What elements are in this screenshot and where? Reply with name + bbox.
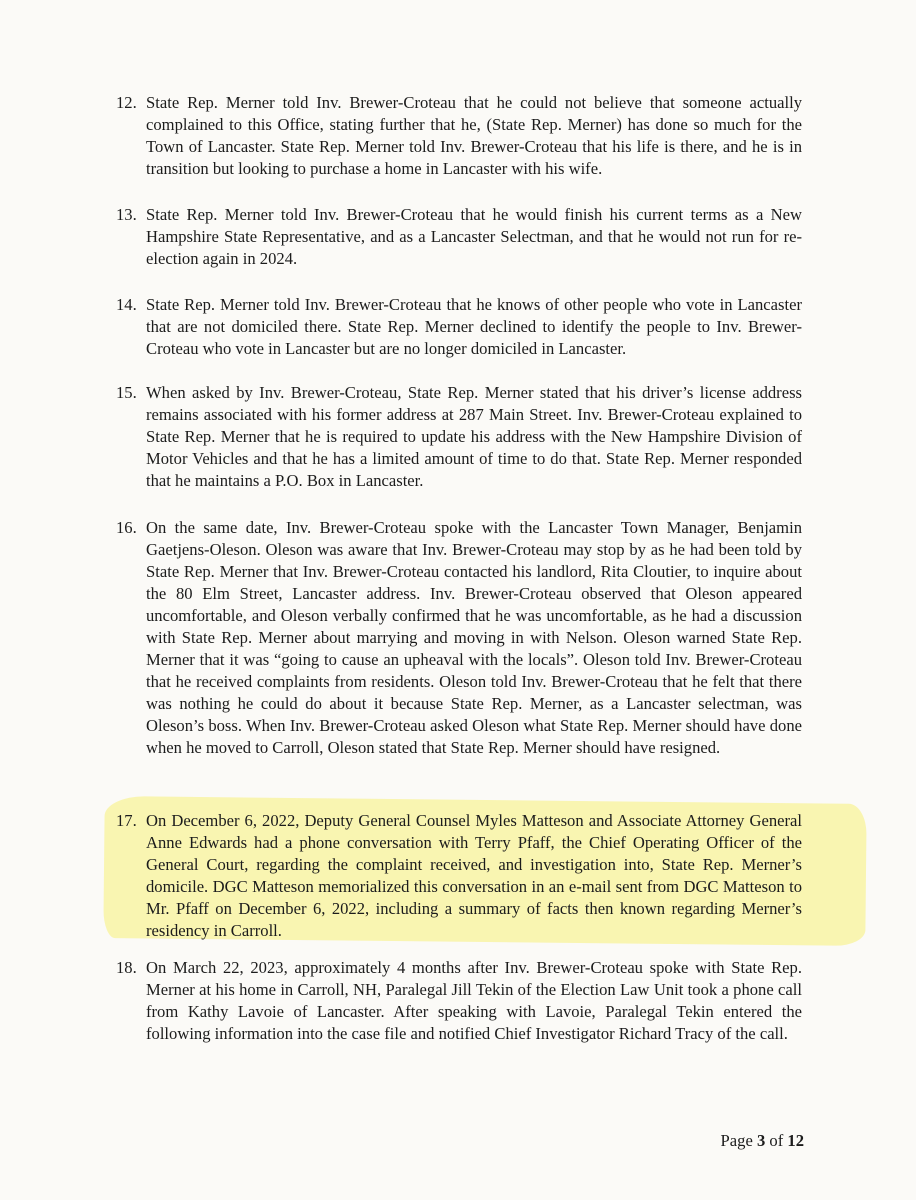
paragraph-text: State Rep. Merner told Inv. Brewer-Croteau that he could not believe that someone actually complained to this Office, stating further that he, (State Rep. Merner) has done so much for the Town of Lancaster. State Rep. Merner told Inv. Brewer-Croteau that his life is there, and he is in transition but looking to purchase a home in Lancaster with his wife. bbox=[146, 93, 802, 178]
paragraph-text: On March 22, 2023, approximately 4 months after Inv. Brewer-Croteau spoke with State Rep. Merner at his home in Carroll, NH, Paralegal Jill Tekin of the Election Law Unit took a phone call from Kathy Lavoie of Lancaster. After speaking with Lavoie, Paralegal Tekin entered the following information into the case file and notified Chief Investigator Richard Tracy of the call. bbox=[146, 958, 802, 1043]
paragraph-number: 18. bbox=[116, 958, 137, 977]
paragraph-text: On the same date, Inv. Brewer-Croteau spoke with the Lancaster Town Manager, Benjamin Gaetjens-Oleson. Oleson was aware that Inv. Brewer-Croteau may stop by as he had been told by State Rep. Merner that Inv. Brewer-Croteau contacted his landlord, Rita Cloutier, to inquire about the 80 Elm Street, Lancaster address. Inv. Brewer-Croteau observed that Oleson appeared uncomfortable, and Oleson verbally confirmed that he was uncomfortable, as he had a discussion with State Rep. Merner about marrying and moving in with Nelson. Oleson warned State Rep. Merner that it was “going to cause an upheaval with the locals”. Oleson told Inv. Brewer-Croteau that he received complaints from residents. Oleson told Inv. Brewer-Croteau that he felt that there was nothing he could do about it because State Rep. Merner, as a Lancaster selectman, was Oleson’s boss. When Inv. Brewer-Croteau asked Oleson what State Rep. Merner should have done when he moved to Carroll, Oleson stated that State Rep. Merner should have resigned. bbox=[146, 518, 802, 757]
paragraph-12 bbox=[116, 92, 802, 180]
paragraph-18 bbox=[116, 957, 802, 1045]
paragraph-14 bbox=[116, 294, 802, 360]
paragraph-text: State Rep. Merner told Inv. Brewer-Croteau that he knows of other people who vote in Lancaster that are not domiciled there. State Rep. Merner declined to identify the people to Inv. Brewer-Croteau who vote in Lancaster but are no longer domiciled in Lancaster. bbox=[146, 295, 802, 358]
paragraph-number: 13. bbox=[116, 205, 137, 224]
page-number: 3 bbox=[756, 1131, 766, 1150]
page-footer bbox=[721, 1131, 804, 1151]
paragraph-number: 14. bbox=[116, 295, 137, 314]
paragraph-15 bbox=[116, 382, 802, 492]
paragraph-number: 16. bbox=[116, 518, 137, 537]
paragraph-16 bbox=[116, 517, 802, 759]
paragraph-17-highlighted bbox=[116, 810, 802, 942]
paragraph-13 bbox=[116, 204, 802, 270]
of-word: of bbox=[769, 1131, 784, 1150]
paragraph-number: 12. bbox=[116, 93, 137, 112]
paragraph-text: On December 6, 2022, Deputy General Counsel Myles Matteson and Associate Attorney General Anne Edwards had a phone conversation with Terry Pfaff, the Chief Operating Officer of the General Court, regarding the complaint received, and investigation into, State Rep. Merner’s domicile. DGC Matteson memorialized this conversation in an e-mail sent from DGC Matteson to Mr. Pfaff on December 6, 2022, including a summary of facts then known regarding Merner’s residency in Carroll. bbox=[146, 811, 802, 940]
paragraph-text: When asked by Inv. Brewer-Croteau, State Rep. Merner stated that his driver’s license address remains associated with his former address at 287 Main Street. Inv. Brewer-Croteau explained to State Rep. Merner that he is required to update his address with the New Hampshire Division of Motor Vehicles and that he has a limited amount of time to do that. State Rep. Merner responded that he maintains a P.O. Box in Lancaster. bbox=[146, 383, 802, 490]
paragraph-text: State Rep. Merner told Inv. Brewer-Croteau that he would finish his current terms as a New Hampshire State Representative, and as a Lancaster Selectman, and that he would not run for re-election again in 2024. bbox=[146, 205, 802, 268]
total-pages: 12 bbox=[787, 1131, 804, 1150]
paragraph-number: 15. bbox=[116, 383, 137, 402]
paragraph-number: 17. bbox=[116, 811, 137, 830]
page-word: Page bbox=[720, 1131, 753, 1150]
